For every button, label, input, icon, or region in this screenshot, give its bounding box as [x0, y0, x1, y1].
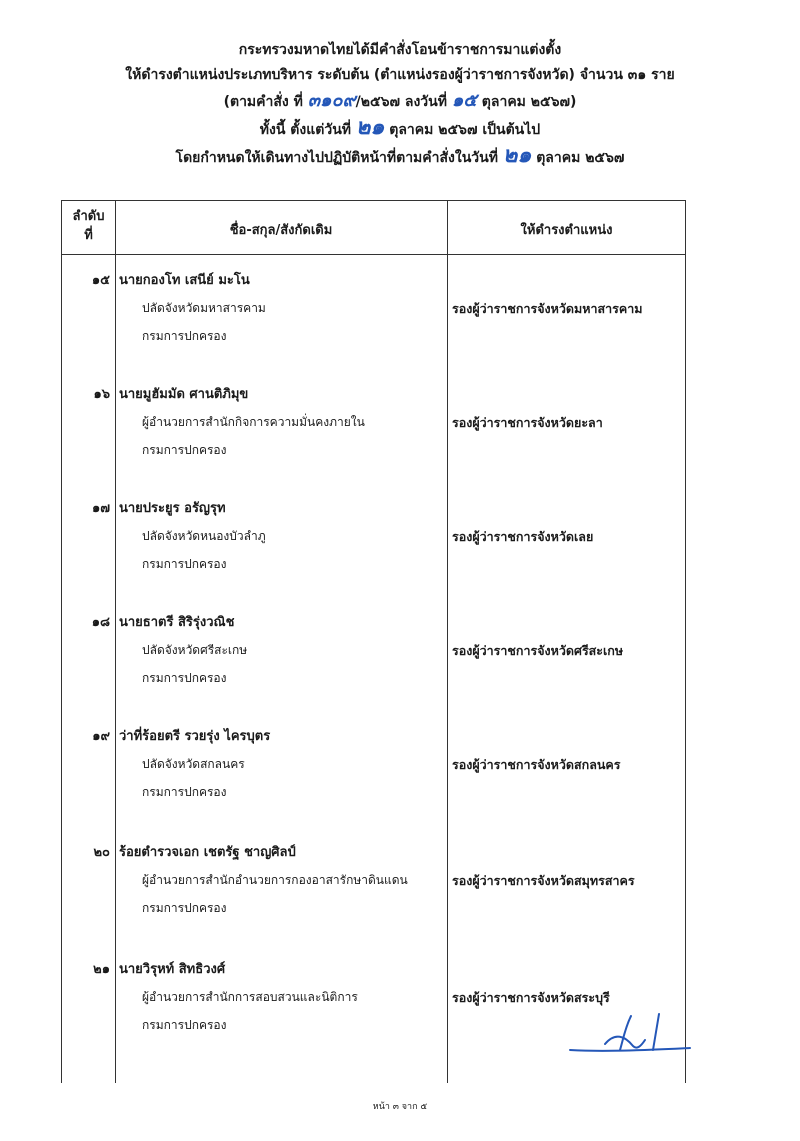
table-row [62, 263, 685, 373]
order-ref-middle: /๒๕๖๗ ลงวันที่ [355, 94, 447, 110]
row-number: ๑๕ [91, 273, 110, 288]
column-header-position: ให้ดำรงตำแหน่ง [520, 223, 613, 238]
header-line-1: กระทรวงมหาดไทยได้มีคำสั่งโอนข้าราชการมาแต่งตั้ง [238, 42, 562, 58]
original-position: ปลัดจังหวัดมหาสารคาม [142, 301, 266, 315]
person-name: นายธาตรี สิริรุ่งวณิช [119, 615, 235, 630]
travel-prefix: โดยกำหนดให้เดินทางไปปฏิบัติหน้าที่ตามคำสั่งในวันที่ [175, 150, 498, 166]
original-department: กรมการปกครอง [142, 671, 227, 685]
new-position: รองผู้ว่าราชการจังหวัดมหาสารคาม [452, 301, 643, 316]
person-name: นายมูฮัมมัด ศานติภิมุข [119, 387, 249, 402]
effective-suffix: ตุลาคม ๒๕๖๗ เป็นต้นไป [389, 122, 541, 138]
original-position: ผู้อำนวยการสำนักการสอบสวนและนิติการ [142, 990, 358, 1004]
table-row [62, 719, 685, 829]
original-department: กรมการปกครอง [142, 1018, 227, 1032]
row-number: ๒๐ [93, 845, 110, 860]
new-position: รองผู้ว่าราชการจังหวัดยะลา [452, 415, 603, 430]
original-department: กรมการปกครอง [142, 443, 227, 457]
person-name: ว่าที่ร้อยตรี รวยรุ่ง ไครบุตร [119, 729, 271, 744]
header-line-4 [0, 115, 800, 143]
person-name: นายวิรุหท์ สิทธิวงศ์ [119, 962, 226, 977]
column-header-order-line2: ที่ [84, 228, 93, 243]
column-header-order-line1: ลำดับ [72, 209, 105, 224]
column-header-order [62, 207, 115, 245]
handwritten-order-day: ๑๕ [451, 90, 477, 111]
header-line-5 [0, 143, 800, 171]
table-row [62, 835, 685, 945]
original-position: ปลัดจังหวัดสกลนคร [142, 757, 245, 771]
original-department: กรมการปกครอง [142, 901, 227, 915]
person-name: ร้อยตำรวจเอก เชตรัฐ ชาญศิลป์ [119, 845, 296, 860]
new-position: รองผู้ว่าราชการจังหวัดศรีสะเกษ [452, 643, 624, 658]
order-ref-suffix: ตุลาคม ๒๕๖๗) [481, 94, 577, 110]
header-divider [62, 254, 685, 255]
row-number: ๒๑ [93, 962, 110, 977]
original-position: ผู้อำนวยการสำนักอำนวยการกองอาสารักษาดินแดน [142, 873, 408, 887]
row-number: ๑๘ [91, 615, 110, 630]
page-number: หน้า ๓ จาก ๕ [372, 1102, 428, 1112]
original-department: กรมการปกครอง [142, 785, 227, 799]
new-position: รองผู้ว่าราชการจังหวัดสระบุรี [452, 990, 610, 1005]
original-department: กรมการปกครอง [142, 329, 227, 343]
row-number: ๑๗ [91, 501, 110, 516]
signature-icon [565, 1010, 695, 1060]
order-ref-prefix: (ตามคำสั่ง ที่ [223, 94, 303, 110]
handwritten-effective-day: ๒๑ [355, 115, 385, 140]
new-position: รองผู้ว่าราชการจังหวัดสกลนคร [452, 757, 621, 772]
column-header-name: ชื่อ-สกุล/สังกัดเดิม [229, 223, 333, 238]
row-number: ๑๖ [93, 387, 110, 402]
row-number: ๑๙ [92, 729, 110, 744]
original-position: ผู้อำนวยการสำนักกิจการความมั่นคงภายใน [142, 415, 365, 429]
table-row [62, 605, 685, 715]
person-name: นายประยูร อรัญรุท [119, 501, 226, 516]
person-name: นายกองโท เสนีย์ มะโน [119, 273, 250, 288]
table-row [62, 491, 685, 601]
new-position: รองผู้ว่าราชการจังหวัดเลย [452, 529, 594, 544]
new-position: รองผู้ว่าราชการจังหวัดสมุทรสาคร [452, 873, 635, 888]
table-row [62, 377, 685, 487]
original-position: ปลัดจังหวัดหนองบัวลำภู [142, 529, 266, 543]
header-line-2: ให้ดำรงตำแหน่งประเภทบริหาร ระดับต้น (ตำแหน่งรองผู้ว่าราชการจังหวัด) จำนวน ๓๑ ราย [125, 67, 675, 83]
handwritten-travel-day: ๒๑ [502, 143, 532, 168]
document-header [0, 38, 800, 171]
travel-suffix: ตุลาคม ๒๕๖๗ [536, 150, 625, 166]
handwritten-order-number: ๓๑๐๙ [307, 90, 356, 111]
original-position: ปลัดจังหวัดศรีสะเกษ [142, 643, 248, 657]
original-department: กรมการปกครอง [142, 557, 227, 571]
effective-prefix: ทั้งนี้ ตั้งแต่วันที่ [259, 122, 352, 138]
appointment-table [61, 200, 686, 1083]
header-line-3 [0, 88, 800, 115]
